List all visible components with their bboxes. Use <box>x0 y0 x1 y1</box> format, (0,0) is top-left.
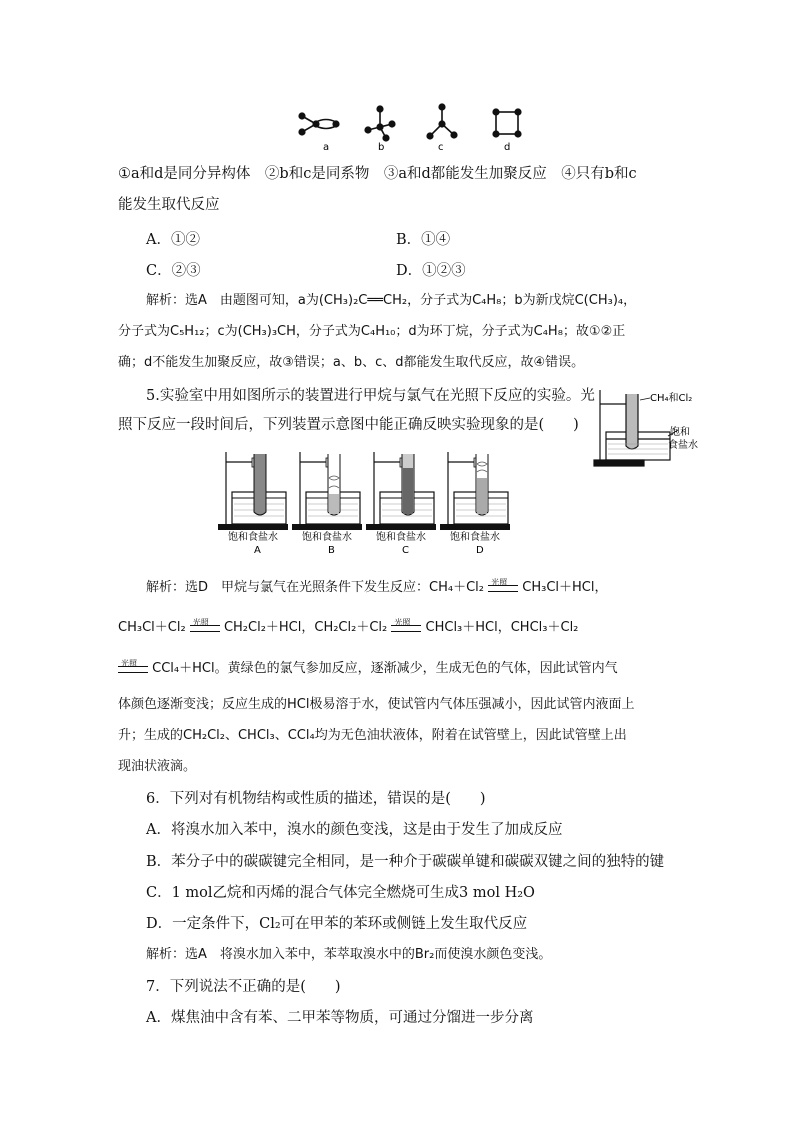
apparatus-d <box>440 452 510 530</box>
apparatus-c-label: C <box>402 545 409 556</box>
apparatus-a <box>218 452 288 530</box>
apparatus-d-caption: 饱和食盐水 <box>450 532 500 543</box>
q5-sol-r2b: CH₂Cl₂＋HCl，CH₂Cl₂＋Cl₂ <box>223 620 388 635</box>
q7-option-a: A．煤焦油中含有苯、二甲苯等物质，可通过分馏进一步分离 <box>146 1010 534 1026</box>
reaction-apparatus-figure <box>588 386 708 472</box>
q5-stem-line1: 5.实验室中用如图所示的装置进行甲烷与氯气在光照下反应的实验。光 <box>146 388 595 404</box>
q4-solution-line3: 确；d不能发生加聚反应，故③错误；a、b、c、d都能发生取代反应，故④错误。 <box>118 355 585 370</box>
q5-sol-r2a: CH₃Cl＋Cl₂ <box>118 620 186 635</box>
q5-solution-line4: 体颜色逐渐变浅；反应生成的HCl极易溶于水，使试管内气体压强减小，因此试管内液面上 <box>118 697 635 712</box>
light-arrow <box>488 577 518 594</box>
apparatus-d-label: D <box>476 545 484 556</box>
q6-option-b: B．苯分子中的碳碳键完全相同，是一种介于碳碳单键和碳碳双键之间的独特的键 <box>146 854 665 870</box>
mol-label-a: a <box>323 142 330 153</box>
light-arrow-label: 光照 <box>491 577 508 587</box>
q7-stem: 7．下列说法不正确的是( ) <box>146 979 341 995</box>
light-arrow <box>118 658 148 675</box>
q4-statements: ①a和d是同分异构体 ②b和c是同系物 ③a和d都能发生加聚反应 ④只有b和c <box>118 166 637 182</box>
q5-sol-r2c: CHCl₃＋HCl，CHCl₃＋Cl₂ <box>425 620 579 635</box>
light-arrow-label: 光照 <box>121 658 137 668</box>
apparatus-c <box>366 452 436 530</box>
light-arrow <box>391 617 421 634</box>
molecule-c <box>427 104 457 139</box>
mol-label-b: b <box>378 142 385 153</box>
q4-solution-line2: 分子式为C₅H₁₂；c为(CH₃)₃CH，分子式为C₄H₁₀；d为环丁烷，分子式为C₄H₈；故①②正 <box>118 324 626 339</box>
q5-solution-line6: 现油状液滴。 <box>118 759 197 774</box>
apparatus-b <box>292 452 362 530</box>
q6-option-d: D．一定条件下，Cl₂可在甲苯的苯环或侧链上发生取代反应 <box>146 916 528 932</box>
mol-label-d: d <box>504 142 511 153</box>
q4-solution-line1: 解析：选A 由题图可知，a为(CH₃)₂C══CH₂，分子式为C₄H₈；b为新戊烷C(CH₃)₄， <box>146 293 637 308</box>
apparatus-b-caption: 饱和食盐水 <box>302 532 352 543</box>
apparatus-a-label: A <box>254 545 261 556</box>
apparatus-a-caption: 饱和食盐水 <box>228 532 278 543</box>
q5-sol-r3-tail: CCl₄＋HCl。黄绿色的氯气参加反应，逐渐减少，生成无色的气体，因此试管内气 <box>152 661 618 676</box>
apparatus-b-label: B <box>328 545 335 556</box>
q5-stem-line2: 照下反应一段时间后，下列装置示意图中能正确反映实验现象的是( ) <box>118 417 579 433</box>
q4-option-b: B．①④ <box>396 232 451 248</box>
q5-sol-head: 解析：选D 甲烷与氯气在光照条件下发生反应：CH₄＋Cl₂ <box>146 580 484 595</box>
q4-option-a: A．①② <box>146 232 200 248</box>
q6-solution: 解析：选A 将溴水加入苯中，苯萃取溴水中的Br₂而使溴水颜色变浅。 <box>146 947 552 962</box>
molecule-a <box>299 113 339 135</box>
light-arrow <box>190 617 220 634</box>
q6-option-c: C．1 mol乙烷和丙烯的混合气体完全燃烧可生成3 mol H₂O <box>146 885 535 901</box>
light-arrow-label: 光照 <box>192 617 209 627</box>
q4-option-c: C．②③ <box>146 263 201 279</box>
light-arrow-label: 光照 <box>394 617 411 627</box>
q6-option-a: A．将溴水加入苯中，溴水的颜色变浅，这是由于发生了加成反应 <box>146 822 563 838</box>
q5-solution-line3 <box>118 659 618 679</box>
gas-label: CH₄和Cl₂ <box>650 393 693 404</box>
q4-option-d: D．①②③ <box>396 263 466 279</box>
q5-solution-line5: 升；生成的CH₂Cl₂、CHCl₃、CCl₄均为无色油状液体，附着在试管壁上，因此试管壁上出 <box>118 728 627 743</box>
molecule-d <box>493 109 521 137</box>
molecule-figures <box>290 100 530 155</box>
water-label-2: 食盐水 <box>668 440 698 451</box>
q5-sol-r1-tail: CH₃Cl＋HCl， <box>522 580 608 595</box>
apparatus-options <box>214 448 514 556</box>
q5-solution-line2 <box>118 618 578 638</box>
q6-stem: 6．下列对有机物结构或性质的描述，错误的是( ) <box>146 791 486 807</box>
mol-label-c: c <box>438 142 444 153</box>
molecule-b <box>365 106 395 141</box>
water-label-1: 饱和 <box>670 427 690 438</box>
q4-statements-cont: 能发生取代反应 <box>118 197 220 213</box>
apparatus-c-caption: 饱和食盐水 <box>376 532 426 543</box>
q5-solution-line1 <box>146 578 607 598</box>
